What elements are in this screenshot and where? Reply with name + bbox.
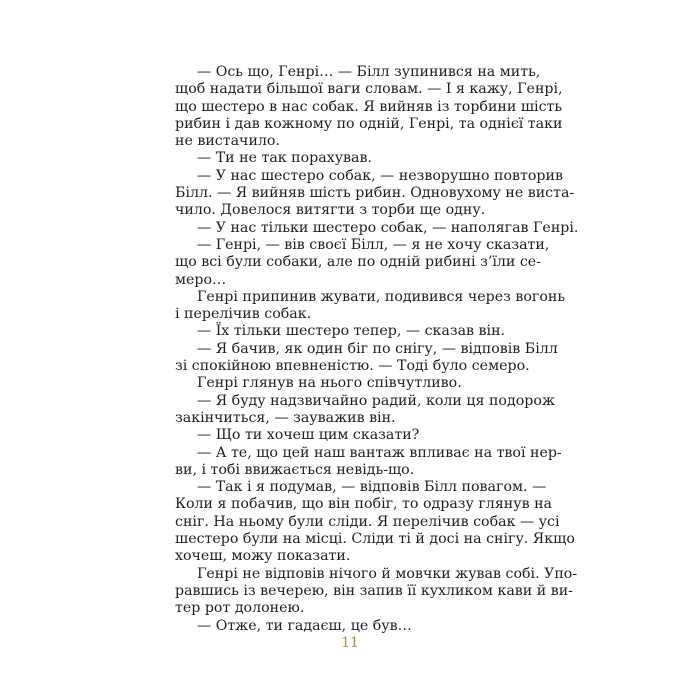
text-line: — Їх тільки шестеро тепер, — сказав він. xyxy=(197,323,506,340)
paragraph xyxy=(175,167,575,220)
text-line: — Генрі, — вів своєї Білл, — я не хочу сказати, xyxy=(197,236,550,253)
text-line: — Я бачив, як один біг по снігу, — відповів Білл xyxy=(197,340,558,357)
text-line: не вистачило. xyxy=(175,133,280,150)
text-line: Генрі припинив жувати, подивився через вогонь xyxy=(197,288,566,305)
text-line: ви, і тобі ввижається невідь-що. xyxy=(175,461,415,478)
text-line: шестеро були на місці. Сліди ті й досі на снігу. Якщо xyxy=(175,531,575,548)
paragraph xyxy=(175,340,558,376)
paragraph xyxy=(175,618,525,635)
text-line: що всі були собаки, але по одній рибині з’їли се- xyxy=(175,254,541,271)
page-number: 11 xyxy=(341,635,359,651)
text-line: — А те, що цей наш вантаж впливає на твої нер- xyxy=(197,444,562,461)
text-line: хочеш, можу показати. xyxy=(175,548,351,565)
text-line: Генрі не відповів нічого й мовчки жував собі. Упо- xyxy=(197,565,578,582)
text-line: щоб надати більшої ваги словам. — І я кажу, Генрі, xyxy=(175,81,563,98)
paragraph xyxy=(175,444,562,480)
text-line: тер рот долонею. xyxy=(175,600,305,617)
text-line: сніг. На ньому були сліди. Я перелічив собак — усі xyxy=(175,513,560,530)
text-line: — Так і я подумав, — відповів Білл повагом. — xyxy=(197,479,547,496)
text-line: і перелічив собак. xyxy=(175,306,312,323)
paragraph xyxy=(175,479,575,565)
text-line: меро… xyxy=(175,271,227,288)
text-line: рибин і дав кожному по одній, Генрі, та однієї таки xyxy=(175,115,563,132)
paragraph xyxy=(175,288,566,324)
paragraph xyxy=(175,219,579,237)
text-line: зі спокійною впевненістю. — Тоді було семеро. xyxy=(175,358,530,375)
paragraph xyxy=(175,150,525,167)
text-line: — Отже, ти гадаєш, це був… xyxy=(197,617,412,634)
body-text xyxy=(175,64,579,635)
text-line: що шестеро в нас собак. Я вийняв із торбини шість xyxy=(175,98,563,115)
text-line: — У нас тільки шестеро собак, — наполягав Генрі. xyxy=(197,219,579,236)
text-line: закінчиться, — зауважив він. xyxy=(175,409,396,426)
paragraph xyxy=(175,323,525,340)
paragraph xyxy=(175,64,563,150)
text-line: чило. Довелося витягти з торби ще одну. xyxy=(175,202,486,219)
paragraph xyxy=(175,565,578,618)
paragraph xyxy=(175,375,525,392)
text-line: равшись із вечерею, він запив її кухликом кави й ви- xyxy=(175,582,573,599)
text-line: — Я буду надзвичайно радий, коли ця подорож xyxy=(197,392,555,409)
paragraph xyxy=(175,427,525,444)
text-line: — Ось що, Генрі… — Білл зупинився на мить, xyxy=(197,64,541,80)
paragraph xyxy=(175,392,555,428)
text-line: Генрі глянув на нього співчутливо. xyxy=(197,375,462,392)
text-line: Коли я побачив, що він побіг, то одразу глянув на xyxy=(175,496,552,513)
text-line: Білл. — Я вийняв шість рибин. Одновухому не виста- xyxy=(175,185,575,202)
paragraph xyxy=(175,236,550,289)
text-line: — Ти не так порахував. xyxy=(197,150,373,167)
text-line: — У нас шестеро собак, — незворушно повторив xyxy=(197,167,563,184)
text-line: — Що ти хочеш цим сказати? xyxy=(197,427,420,444)
